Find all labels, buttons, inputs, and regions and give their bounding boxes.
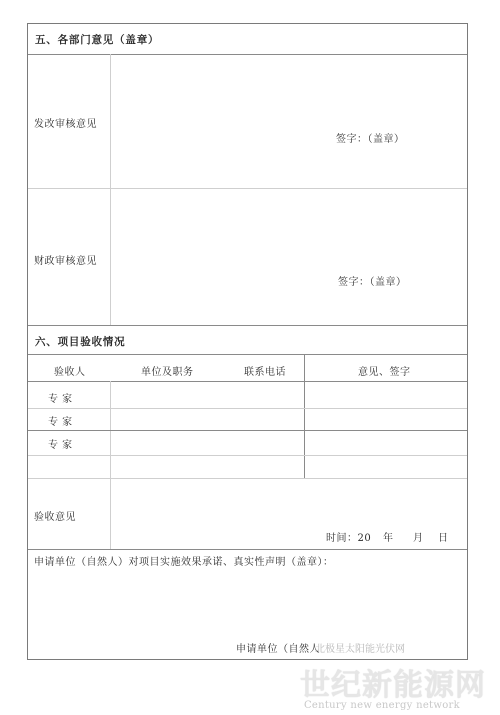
divider [28,54,467,55]
expert-label: 专 家 [48,394,73,405]
acceptance-date-day: 日 [438,533,449,544]
divider [28,408,467,409]
section5-title: 五、各部门意见（盖章） [35,34,160,46]
expert-label: 专 家 [48,417,73,428]
acceptance-date-prefix: 时间：20 [326,533,372,544]
header-inspector: 验收人 [54,367,86,378]
finance-signature-line: 签字：（盖章） [338,277,407,288]
divider [28,455,467,456]
applicant-signature-line: 申请单位（自然人 [236,644,320,655]
label-column-divider [110,54,111,325]
commitment-statement: 申请单位（自然人）对项目实施效果承诺、真实性声明（盖章）： [34,557,334,568]
section6-title: 六、项目验收情况 [35,336,126,348]
watermark-subtitle: Century new energy network [303,700,460,711]
header-opinion-signature: 意见、签字 [358,367,411,378]
acceptance-date-month: 月 [413,533,424,544]
divider [28,188,467,189]
divider [28,549,467,550]
divider [28,354,467,355]
divider [28,381,467,382]
opinion-label-divider [110,478,111,549]
header-unit-position: 单位及职务 [141,367,194,378]
acceptance-date-year: 年 [383,533,394,544]
divider [28,325,467,326]
opinion-column-divider [304,354,305,478]
divider [28,478,467,479]
acceptance-opinion-label: 验收意见 [34,512,76,523]
header-phone: 联系电话 [244,367,286,378]
finance-review-label: 财政审核意见 [34,256,97,267]
watermark-overlay: 北极星太阳能光伏网 [315,644,405,655]
watermark-logo: 世纪新能源网 [300,668,486,703]
divider [28,430,467,431]
ndrc-review-label: 发改审核意见 [34,119,97,130]
expert-label: 专 家 [48,440,73,451]
approval-form [27,23,468,660]
ndrc-signature-line: 签字：（盖章） [336,134,405,145]
